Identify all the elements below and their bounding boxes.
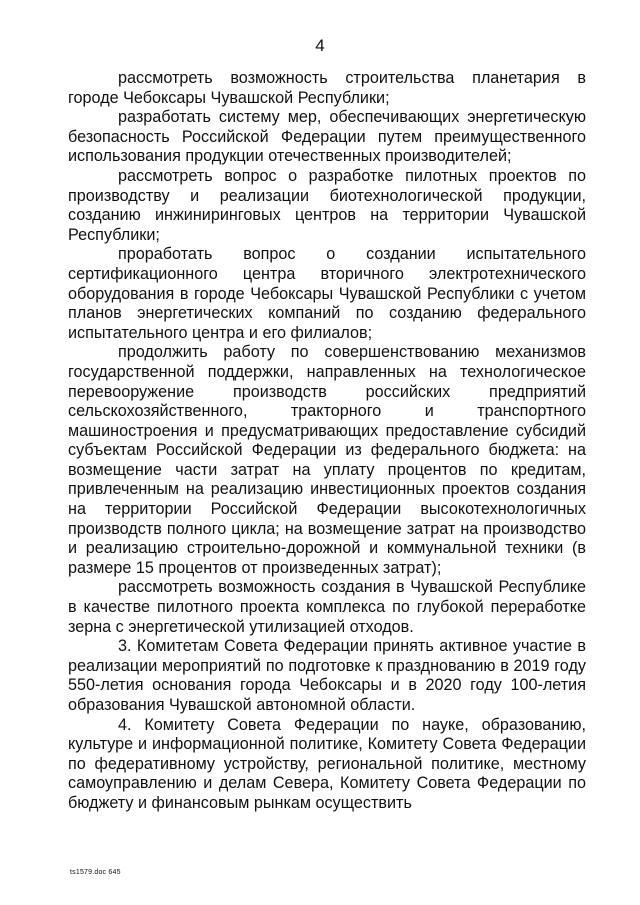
paragraph-planetarium: рассмотреть возможность строительства планетария в городе Чебоксары Чувашской Республики; [68,69,586,107]
paragraph-item-4: 4. Комитету Совета Федерации по науке, образованию, культуре и информационной политике, Комитету Совета Федерации по федеративному устройству, региональной политике, местному самоуправлению и делам Севера, Комитету Совета Федерации по бюджету и финансовым рынкам осуществить [68,715,586,812]
paragraph-state-support: продолжить работу по совершенствованию механизмов государственной поддержки, направленных на технологическое перевооружение производств российских предприятий сельскохозяйственного, тракторного и транспортного машиностроения и предусматривающих предоставление субсидий субъектам Российской Федерации из федерального бюджета: на возмещение части затрат на уплату процентов по кредитам, привлеченным на реализацию инвестиционных проектов создания на территории Российской Федерации высокотехнологичных производств полного цикла; на возмещение затрат на производство и реализацию строительно-дорожной и коммунальной техники (в размере 15 процентов от произведенных затрат); [68,343,586,577]
paragraph-item-3: 3. Комитетам Совета Федерации принять активное участие в реализации мероприятий по подготовке к празднованию в 2019 году 550-летия основания города Чебоксары и в 2020 году 100-летия образования Чувашской автономной области. [68,637,586,714]
paragraph-grain-processing: рассмотреть возможность создания в Чувашской Республике в качестве пилотного проекта комплекса по глубокой переработке зерна с энергетической утилизацией отходов. [68,578,586,636]
paragraph-biotech-projects: рассмотреть вопрос о разработке пилотных проектов по производству и реализации биотехнологической продукции, созданию инжиниринговых центров на территории Чувашской Республики; [68,166,586,244]
document-footer: ts1579.doc 645 [70,869,121,876]
page-number: 4 [315,36,325,55]
paragraph-energy-security: разработать систему мер, обеспечивающих энергетическую безопасность Российской Федерации путем преимущественного использования продукции отечественных производителей; [68,108,586,166]
document-body [68,69,586,814]
paragraph-testing-center: проработать вопрос о создании испытательного сертификационного центра вторичного электротехнического оборудования в городе Чебоксары Чувашской Республики с учетом планов энергетических компаний по созданию федерального испытательного центра и его филиалов; [68,245,586,342]
